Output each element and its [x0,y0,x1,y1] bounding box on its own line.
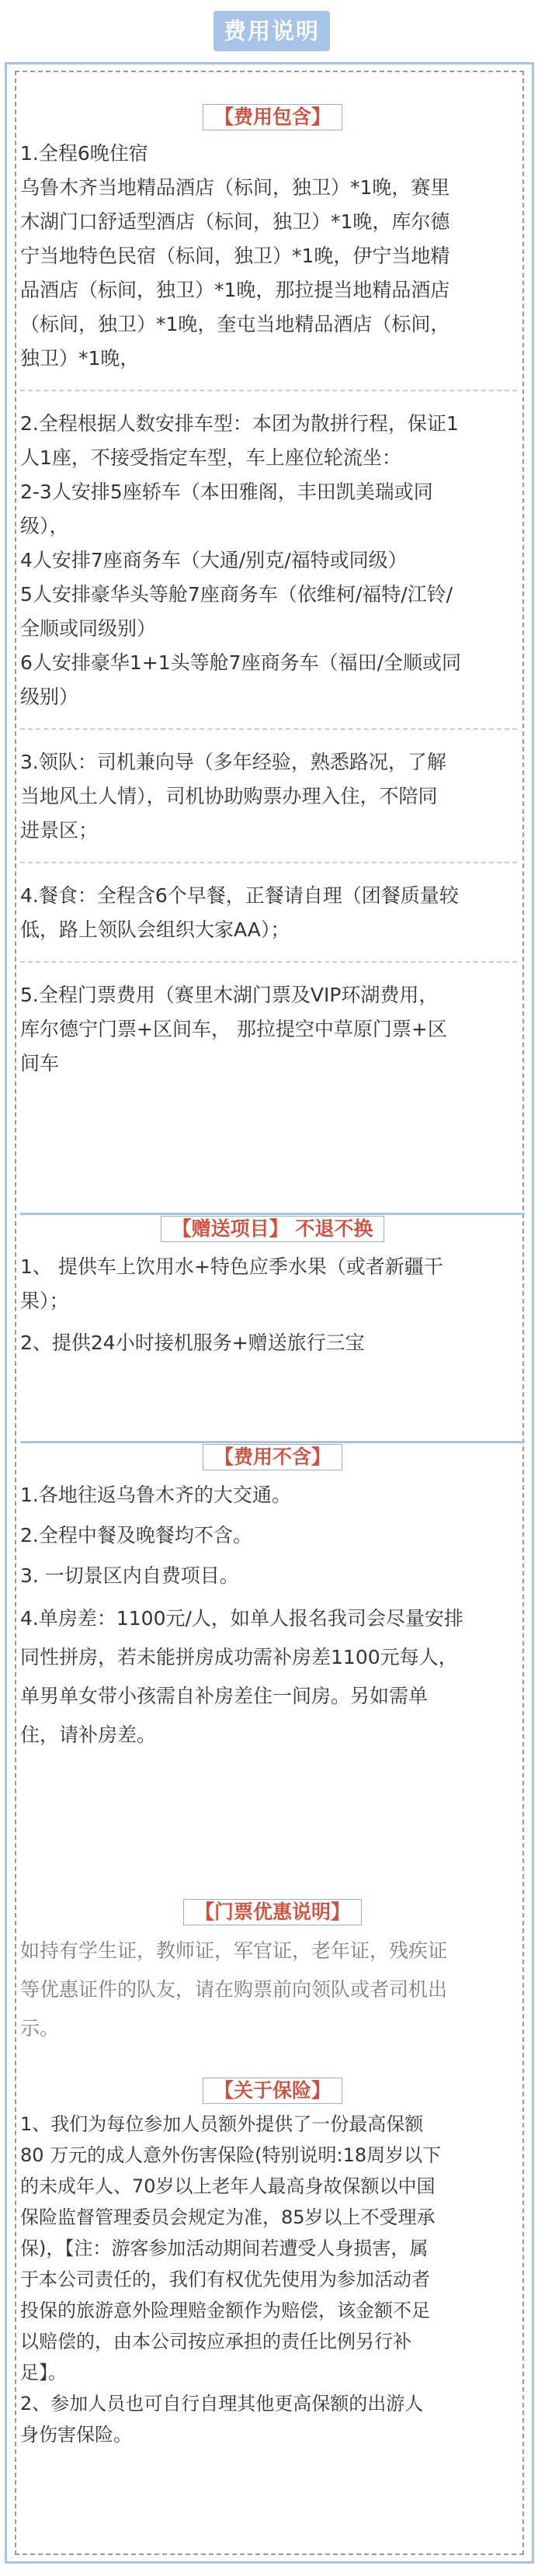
included-line: 宁当地特色民宿（标间，独卫）*1晚，伊宁当地精 [20,245,450,267]
insurance-header [20,2074,525,2102]
included-section [20,101,525,1081]
included-item-2 [20,407,525,714]
page-title: 费用说明 [213,11,330,51]
included-line: 4.餐食：全程含6个早餐，正餐请自理（团餐质量较 [20,884,459,907]
included-line: 2-3人安排5座轿车（本田雅阁，丰田凯美瑞或同 [20,481,433,503]
excluded-line: 4.单房差：1100元/人，如单人报名我司会尽量安排 [20,1607,463,1630]
included-line: 乌鲁木齐当地精品酒店（标间，独卫）*1晚，赛里 [20,176,450,199]
insurance-line: 于本公司责任的，我们有权优先使用为参加活动者 [20,2269,430,2290]
excluded-line: 同性拼房，若未能拼房成功需补房差1100元每人， [20,1646,458,1668]
gift-heading: 【赠送项目】 [172,1217,289,1240]
excluded-item-2 [20,1519,525,1553]
included-line: 6人安排豪华1+1头等舱7座商务车（福田/全顺或同 [20,651,461,674]
included-line: 间车 [20,1052,60,1074]
excluded-item-3 [20,1559,525,1593]
included-line: 低，路上领队会组织大家AA）； [20,918,290,941]
gift-line: 1、 提供车上饮用水+特色应季水果（或者新疆干 [20,1255,443,1278]
ticket-line: 示。 [20,2017,60,2040]
gift-item-2 [20,1326,525,1360]
divider [20,728,517,730]
ticket-heading: 【门票优惠说明】 [194,1901,350,1923]
ticket-line: 等优惠证件的队友，请在购票前向领队或者司机出 [20,1978,448,2001]
insurance-section [20,2074,525,2450]
included-line: 级）， [20,515,69,537]
included-item-3 [20,745,525,848]
included-line: 人1座，不接受指定车型，车上座位轮流坐： [20,446,401,469]
gift-item-1 [20,1250,525,1318]
divider [20,390,517,391]
gift-section [20,1213,525,1360]
section-rule [20,1213,525,1215]
excluded-line: 3. 一切景区内自费项目。 [20,1564,239,1587]
excluded-line: 1.各地往返乌鲁木齐的大交通。 [20,1484,291,1506]
ticket-header [20,1896,525,1924]
excluded-item-1 [20,1478,525,1512]
included-line: 木湖门口舒适型酒店（标间，独卫）*1晚，库尔德 [20,210,450,233]
included-item-1 [20,137,525,376]
included-line: 级别） [20,686,79,708]
included-line: 5.全程门票费用（赛里木湖门票及VIP环湖费用， [20,984,439,1006]
excluded-section [20,1441,525,1755]
gift-header [20,1213,525,1241]
excluded-item-4 [20,1599,525,1755]
included-line: 5人安排豪华头等舱7座商务车（依维柯/福特/江铃/ [20,583,453,606]
included-line: 1.全程6晚住宿 [20,142,148,165]
ticket-section [20,1896,525,2048]
included-line: 3.领队：司机兼向导（多年经验，熟悉路况，了解 [20,751,446,773]
included-line: 独卫）*1晚， [20,347,140,370]
insurance-line: 1、我们为每位参加人员额外提供了一份最高保额 [20,2113,424,2135]
ticket-line: 如持有学生证，教师证，军官证，老年证，残疾证 [20,1939,448,1962]
included-heading: 【费用包含】 [213,106,331,128]
excluded-line: 单男单女带小孩需自补房差住一间房。另如需单 [20,1685,429,1707]
included-line: 全顺或同级别） [20,617,157,640]
insurance-line: 投保的旅游意外险理赔金额作为赔偿，该金额不足 [20,2300,430,2321]
insurance-line: 以赔偿的，由本公司按应承担的责任比例另行补 [20,2331,411,2352]
included-line: 4人安排7座商务车（大通/别克/福特或同级） [20,549,408,571]
insurance-heading: 【关于保险】 [213,2079,331,2102]
insurance-line: 80 万元的成人意外伤害保险(特别说明:18周岁以下 [20,2144,442,2166]
included-line: 进景区； [20,819,99,842]
included-line: （标间，独卫）*1晚，奎屯当地精品酒店（标间， [20,313,450,335]
section-rule [20,1441,525,1443]
excluded-line: 住，请补房差。 [20,1724,157,1746]
insurance-line: 足】。 [20,2362,67,2383]
insurance-line: 2、参加人员也可自行自理其他更高保额的出游人 [20,2393,424,2415]
gift-heading-note: 不退不换 [295,1217,373,1240]
included-header [20,101,525,129]
divider [20,961,517,963]
insurance-line: 保险监督管理委员会规定为准，85岁以上不受理承 [20,2206,436,2228]
gift-line: 2、提供24小时接机服务+赠送旅行三宝 [20,1331,365,1354]
included-item-5 [20,978,525,1081]
excluded-heading: 【费用不含】 [213,1446,331,1468]
insurance-line: 身伤害保险。 [20,2424,132,2446]
included-line: 品酒店（标间，独卫）*1晚，那拉提当地精品酒店 [20,279,450,301]
included-item-4 [20,879,525,947]
insurance-line: 保)，【注：游客参加活动期间若遭受人身损害，属 [20,2238,429,2259]
included-line: 当地风土人情），司机协助购票办理入住，不陪同 [20,785,438,807]
divider [20,862,517,863]
gift-line: 果）； [20,1290,69,1312]
excluded-line: 2.全程中餐及晚餐均不含。 [20,1524,252,1547]
included-line: 2.全程根据人数安排车型：本团为散拼行程，保证1 [20,412,459,435]
included-line: 库尔德宁门票+区间车， 那拉提空中草原门票+区 [20,1018,447,1040]
excluded-header [20,1441,525,1469]
insurance-line: 的未成年人、70岁以上老年人最高身故保额以中国 [20,2175,436,2197]
